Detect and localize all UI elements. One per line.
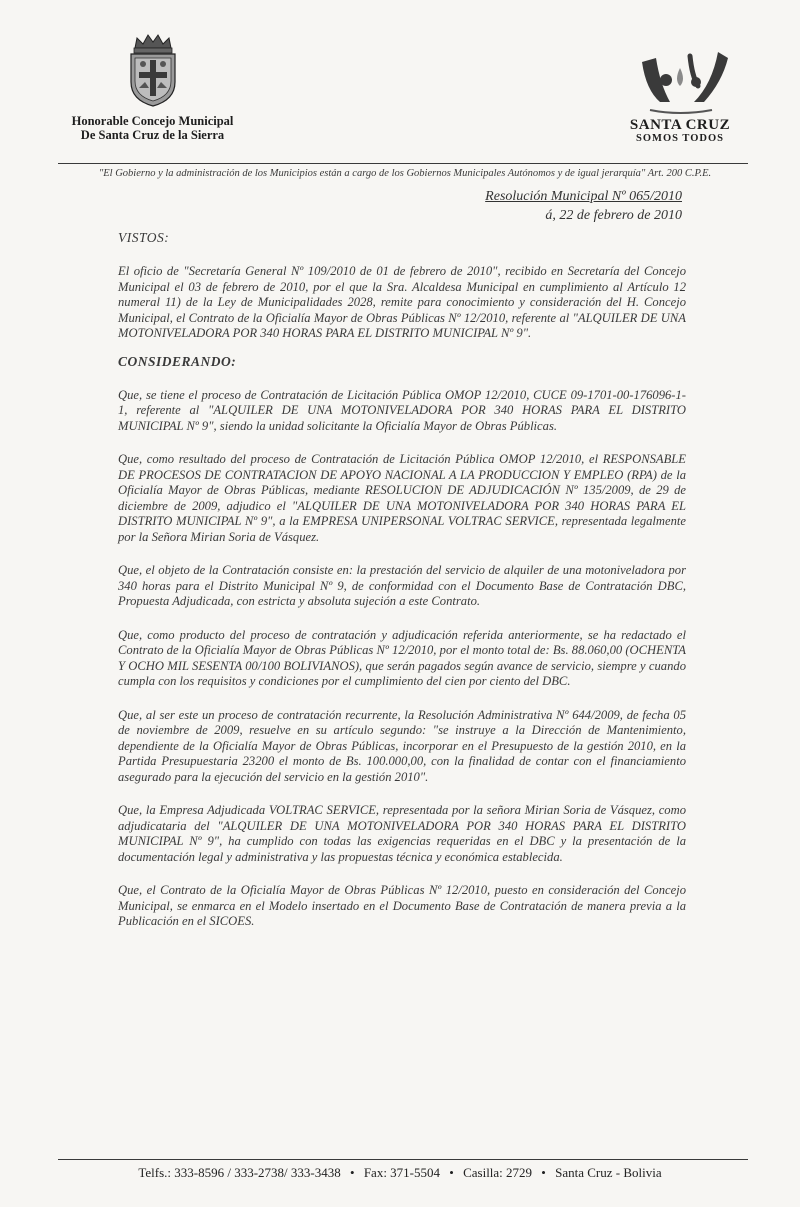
council-name-line2: De Santa Cruz de la Sierra [80,128,225,142]
coat-of-arms-icon [123,30,183,108]
footer-city: Santa Cruz - Bolivia [555,1165,662,1180]
footer-separator: • [541,1165,546,1180]
resolution-title: Resolución Municipal Nº 065/2010 [485,189,682,204]
considerando-paragraph: Que, el Contrato de la Oficialía Mayor de Obras Públicas Nº 12/2010, puesto en consideración del Concejo Municipal, se enmarca en el Modelo insertado en el Documento Base de Contratación de manera previa a la Publicación en el SICOES. [118,883,686,928]
considerando-paragraph: Que, la Empresa Adjudicada VOLTRAC SERVICE, representada por la señora Mirian Soria de Vásquez, como adjudicataria del "ALQUILER DE UNA MOTONIVELADORA POR 340 HORAS PARA EL DISTRITO MUNICIPAL Nº 9", ha cumplido con todas las exigencias requeridas en el DBC y la presentación de la documentación legal y administrativa y las propuestas técnica y económica establecida. [118,803,686,864]
considerando-heading: CONSIDERANDO: [118,353,237,369]
santa-cruz-logo-icon [620,40,740,120]
logo-name: SANTA CRUZ [629,117,731,133]
footer-contact [0,1165,800,1181]
footer-separator: • [350,1165,355,1180]
footer-phones: Telfs.: 333-8596 / 333-2738/ 333-3438 [138,1165,341,1180]
council-header [55,30,250,142]
santa-cruz-logo [615,40,745,145]
vistos-paragraph: El oficio de "Secretaría General Nº 109/2010 de 01 de febrero de 2010", recibido en Secretaría del Concejo Municipal el 03 de febrero de 2010, por el que la Sra. Alcaldesa Municipal en cumplimiento al Artículo 12 numeral 11) de la Ley de Municipalidades 2028, remite para conocimiento y consideración del H. Concejo Municipal, el Contrato de la Oficialía Mayor de Obras Públicas Nº 12/2010, referente al "ALQUILER DE UNA MOTONIVELADORA POR 340 HORAS PARA EL DISTRITO MUNICIPAL Nº 9". [118,264,686,340]
footer-fax: Fax: 371-5504 [363,1165,441,1180]
council-name-line1: Honorable Concejo Municipal [71,114,234,128]
footer-divider [58,1159,748,1160]
footer-casilla: Casilla: 2729 [463,1165,533,1180]
considerando-paragraph: Que, se tiene el proceso de Contratación de Licitación Pública OMOP 12/2010, CUCE 09-1701-00-176096-1-1, referente al "ALQUILER DE UNA MOTONIVELADORA POR 340 HORAS PARA EL DISTRITO MUNICIPAL Nº 9", siendo la unidad solicitante la Oficialía Mayor de Obras Públicas. [118,387,686,433]
vistos-heading: VISTOS: [118,230,170,245]
constitution-quote: "El Gobierno y la administración de los Municipios están a cargo de los Gobiernos Municipales Autónomos y de igual jerarquía" Art. 200 C.P.E. [98,168,712,179]
logo-slogan: SOMOS TODOS [636,133,724,144]
resolution-date: á, 22 de febrero de 2010 [545,208,682,223]
considerando-paragraph: Que, como producto del proceso de contratación y adjudicación referida anteriormente, se ha redactado el Contrato de la Oficialía Mayor de Obras Públicas Nº 12/2010, por el monto total de: Bs. 88.060,00 (OCHENTA Y OCHO MIL SESENTA 00/100 BOLIVIANOS), que serán pagados según avance de servicio, siempre y cuando cumpla con los requisitos y condiciones por el cumplimiento del cien por ciento del DBC. [118,627,686,688]
considerando-paragraph: Que, como resultado del proceso de Contratación de Licitación Pública OMOP 12/2010, el RESPONSABLE DE PROCESOS DE CONTRATACION DE APOYO NACIONAL A LA PRODUCCION Y EMPLEO (RPA) de la Oficialía Mayor de Obras Públicas, mediante RESOLUCION DE ADJUDICACIÓN Nº 135/2009, de 29 de diciembre de 2009, adjudico el "ALQUILER DE UNA MOTONIVELADORA POR 340 HORAS PARA EL DISTRITO MUNICIPAL Nº 9", a la EMPRESA UNIPERSONAL VOLTRAC SERVICE, representada legalmente por la Señora Mirian Soria de Vásquez. [118,452,686,544]
document-body [118,230,686,930]
header-divider [58,163,748,164]
footer-separator: • [449,1165,454,1180]
considerando-paragraph: Que, al ser este un proceso de contratación recurrente, la Resolución Administrativa Nº 644/2009, de fecha 05 de noviembre de 2009, resuelve en su artículo segundo: "se instruye a la Dirección de Mantenimiento, dependiente de la Oficialía Mayor de Obras Públicas, incorporar en el Presupuesto de la gestión 2010, en la Partida Presupuestaria 23200 el monto de Bs. 100.000,00, con la finalidad de contar con el financiamiento asegurado para la ejecución del servicio en la gestión 2010". [118,707,686,784]
considerando-paragraph: Que, el objeto de la Contratación consiste en: la prestación del servicio de alquiler de una motoniveladora por 340 horas para el Distrito Municipal Nº 9, de conformidad con el Documento Base de Contratación DBC, Propuesta Adjudicada, con estricta y absoluta sujeción a este Contrato. [118,563,686,608]
